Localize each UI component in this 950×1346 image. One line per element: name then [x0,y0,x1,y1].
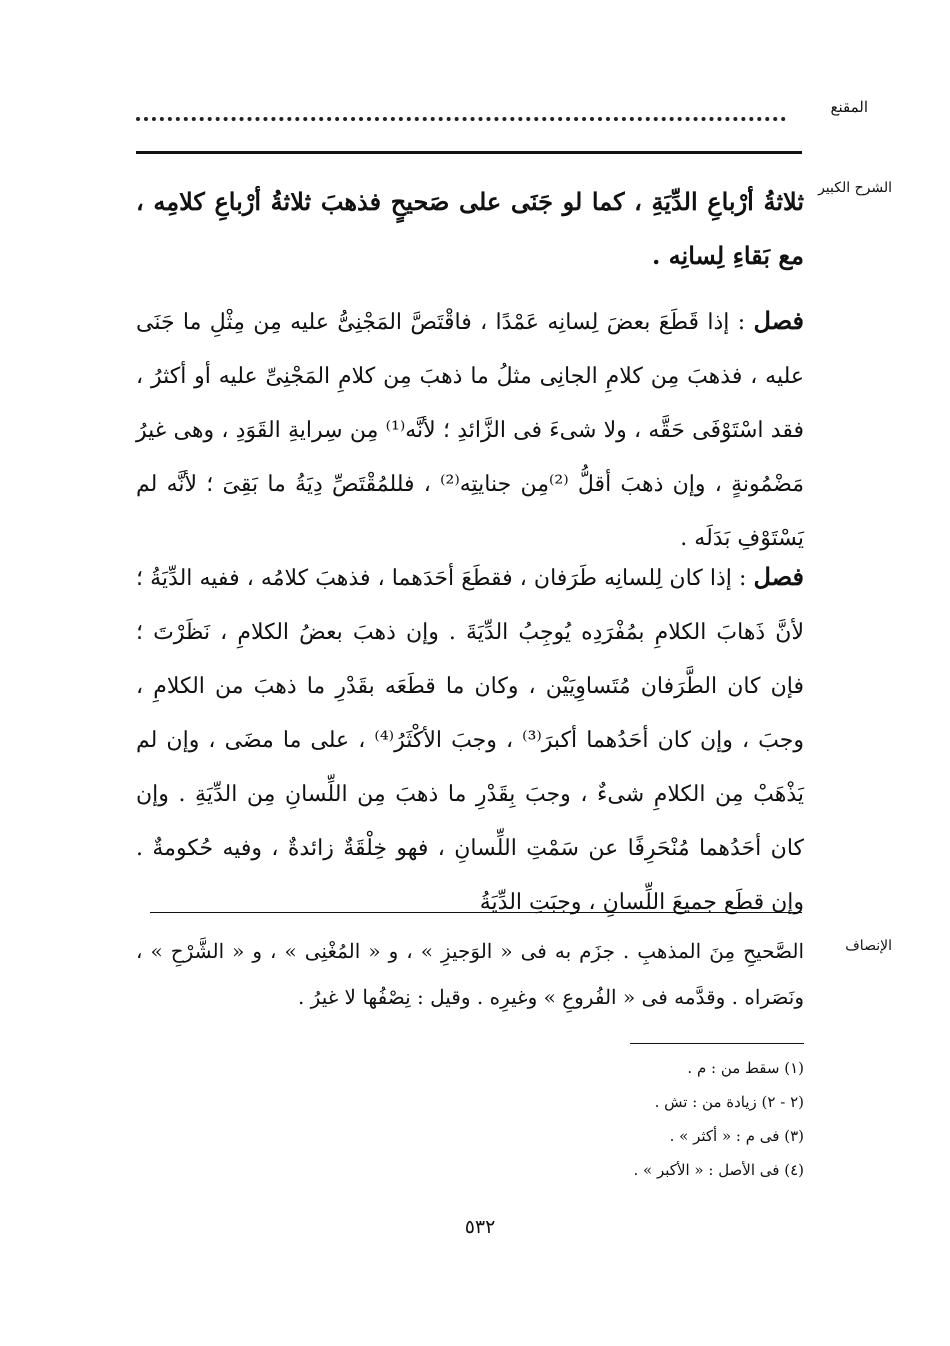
header-dotted-line [136,117,786,121]
sharh-section-label: الشرح الكبير [818,180,892,196]
fasl-section-2 [136,550,804,930]
running-header-title: المقنع [830,98,868,116]
insaf-paragraph: الصَّحيحِ مِنَ المذهبِ . جزَم به فى « الوَجيزِ » ، و « المُغْنِى » ، و « الشَّرْحِ » ، ونَصَراه . وقدَّمه فى « الفُروعِ » وغيرِه . وقيل : نِصْفُها لا غيرُ . [136,939,804,1009]
header-rule [136,151,802,154]
sharh-paragraph: ثلاثةُ أرْباعِ الدِّيَةِ ، كما لو جَنَى على صَحيحٍ فذهبَ ثلاثةُ أرْباعِ كلامِه ، مع بَقاءِ لِسانِه . [136,187,804,270]
fasl-2-paragraph [136,550,804,930]
footnote-1: (١) سقط من : م . [687,1059,804,1077]
footnotes [470,1051,804,1187]
fasl-2-body: : إذا كان لِلسانِه طَرَفان ، فقطَعَ أحَدَهما ، فذهبَ كلامُه ، ففيه الدِّيَةُ ؛ لأنَّ ذَهابَ الكلامِ بمُفْرَدِه يُوجِبُ الدِّيَةَ . وإن ذهبَ بعضُ الكلامِ ، نَظَرْتَ ؛ فإن كان الطَّرَفان مُتَساوِيَيْن ، وكان ما قطَعَه بقَدْرِ ما ذهبَ من الكلامِ ، وجبَ ، وإن كان أحَدُهما أكبرَ⁽³⁾ ، وجبَ الأكْثَرُ⁽⁴⁾ ، على ما مضَى ، وإن لم يَذْهَبْ مِن الكلامِ شىءٌ ، وجبَ بِقَدْرِ ما ذهبَ مِن اللِّسانِ مِن الدِّيَةِ . وإن كان أحَدُهما مُنْحَرِفًا عن سَمْتِ اللِّسانِ ، فهو خِلْقَةٌ زائدةٌ ، وفيه حُكومةٌ . وإن قطَع جميعَ اللِّسانِ ، وجبَتِ الدِّيَةُ [136,566,804,915]
footnote-rule [630,1043,804,1044]
sharh-text-block [136,175,804,283]
fasl-2-heading: فصل [753,562,804,591]
fasl-1-heading: فصل [753,306,804,335]
section-divider-rule [150,912,802,913]
insaf-text-block [136,928,804,1020]
footnote-3: (٣) فى م : « أكثر » . [669,1127,804,1145]
footnote-2: (٢ - ٢) زيادة من : تش . [654,1093,804,1111]
fasl-1-paragraph [136,294,804,566]
footnote-4: (٤) فى الأصل : « الأكبر » . [633,1161,804,1179]
page-number: ٥٣٢ [464,1216,496,1238]
fasl-section-1 [136,294,804,566]
fasl-1-body: : إذا قَطَعَ بعضَ لِسانِه عَمْدًا ، فاقْتَصَّ المَجْنِىُّ عليه مِن مِثْلِ ما جَنَى عليه ، فذهبَ مِن كلامِ الجانِى مثلُ ما ذهبَ مِن كلامِ المَجْنِىِّ عليه أو أكثرُ ، فقد اسْتَوْفَى حَقَّه ، ولا شىءَ فى الزَّائدِ ؛ لأنَّه⁽¹⁾ مِن سِرايةِ القَوَدِ ، وهى غيرُ مَضْمُونةٍ ، وإن ذهبَ أقلُّ ⁽²⁾مِن جنايتِه⁽²⁾ ، فللمُقْتَصِّ دِيَةُ ما بَقِىَ ؛ لأنَّه لم يَسْتَوْفِ بَدَلَه . [136,310,804,551]
insaf-section-label: الإنصاف [845,938,892,954]
